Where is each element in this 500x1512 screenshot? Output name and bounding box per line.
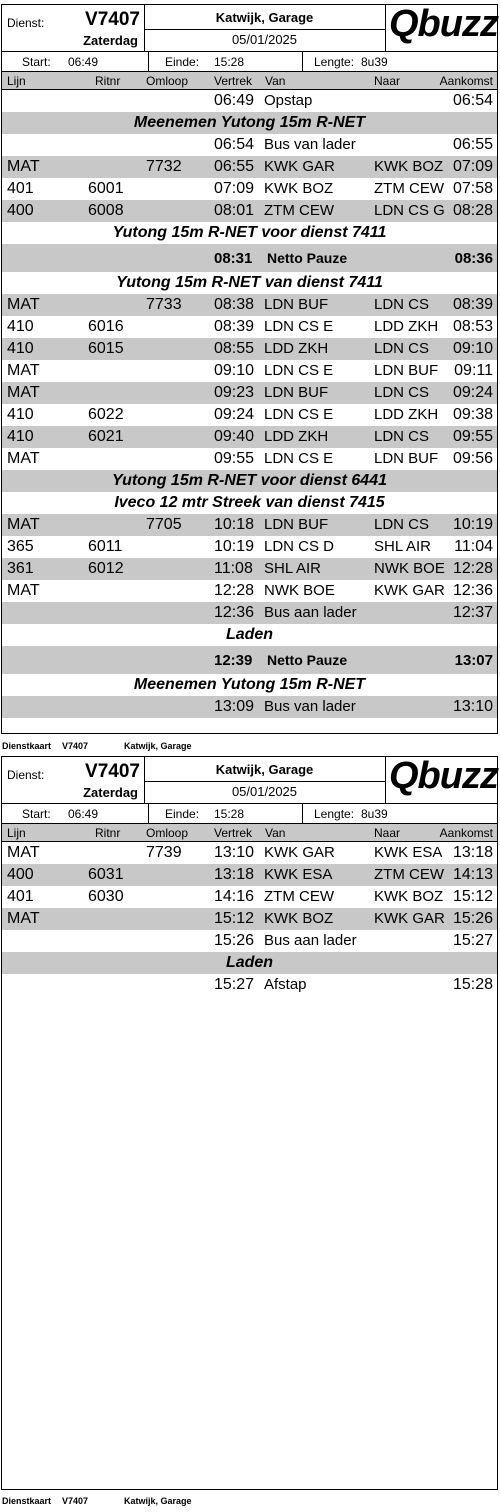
trip-row [2, 514, 497, 536]
start-value: 06:49 [68, 55, 99, 69]
start-value: 06:49 [68, 807, 99, 821]
start-cell [2, 52, 149, 71]
einde-cell [148, 804, 303, 823]
col-omloop: Omloop [146, 826, 189, 840]
start-label: Start: [22, 55, 51, 69]
card-header [2, 757, 497, 804]
schedule-rows [2, 90, 497, 718]
cell-ritnr: 6001 [88, 180, 124, 197]
col-van: Van [265, 826, 286, 840]
cell-naar: ZTM CEW [374, 180, 444, 197]
cell-van: LDD ZKH [264, 428, 329, 445]
col-vertrek: Vertrek [214, 826, 253, 840]
cell-ritnr: 6011 [88, 538, 123, 555]
cell-vertrek: 09:24 [214, 406, 255, 423]
pause-start: 08:31 [214, 250, 253, 267]
cell-aankomst: 11:04 [454, 538, 493, 555]
cell-van: LDD ZKH [264, 340, 329, 357]
cell-van: KWK BOZ [264, 180, 334, 197]
cell-vertrek: 09:55 [214, 450, 255, 467]
pause-row [2, 244, 497, 272]
cell-naar: NWK BOE [374, 560, 445, 577]
cell-van: LDN BUF [264, 296, 329, 313]
cell-ritnr: 6008 [88, 202, 124, 219]
pause-end: 08:36 [454, 250, 493, 267]
cell-van: LDN BUF [264, 516, 329, 533]
cell-omloop: 7739 [146, 844, 182, 861]
col-omloop: Omloop [146, 74, 189, 88]
card-header [2, 5, 497, 52]
trip-row [2, 156, 497, 178]
location: Katwijk, Garage [215, 10, 314, 25]
cell-ritnr: 6012 [88, 560, 124, 577]
start-cell [2, 804, 149, 823]
col-lijn: Lijn [7, 826, 26, 840]
einde-value: 15:28 [214, 55, 245, 69]
cell-omloop: 7705 [146, 516, 182, 533]
cell-aankomst: 08:39 [452, 296, 493, 313]
pause-row [2, 646, 497, 674]
cell-vertrek: 13:10 [214, 844, 255, 861]
cell-naar: KWK BOZ [374, 158, 444, 175]
cell-naar: KWK ESA [374, 844, 443, 861]
divider [144, 29, 385, 30]
trip-row [2, 90, 497, 112]
trip-row [2, 338, 497, 360]
trip-row [2, 580, 497, 602]
einde-label: Einde: [165, 55, 200, 69]
cell-lijn: 410 [7, 318, 34, 335]
cell-vertrek: 06:49 [214, 92, 255, 109]
cell-lijn: 400 [7, 866, 34, 883]
cell-lijn: MAT [7, 582, 40, 599]
cell-vertrek: 13:18 [214, 866, 255, 883]
footer-dienst: V7407 [62, 1496, 89, 1506]
dienst-box [2, 757, 145, 803]
divider [144, 781, 385, 782]
cell-van: SHL AIR [264, 560, 321, 577]
cell-lijn: MAT [7, 362, 40, 379]
cell-lijn: MAT [7, 450, 40, 467]
cell-vertrek: 15:27 [214, 976, 255, 993]
cell-ritnr: 6021 [88, 428, 124, 445]
cell-aankomst: 15:12 [452, 888, 493, 905]
cell-van: LDN CS E [264, 362, 334, 379]
cell-aankomst: 13:10 [452, 698, 493, 715]
section-heading: Yutong 15m R-NET voor dienst 6441 [2, 470, 497, 492]
dienst-box [2, 5, 145, 51]
cell-aankomst: 13:18 [452, 844, 493, 861]
location-box [144, 5, 386, 51]
trip-row [2, 360, 497, 382]
col-aankomst: Aankomst [439, 74, 493, 88]
cell-ritnr: 6031 [88, 866, 124, 883]
cell-aankomst: 15:28 [452, 976, 493, 993]
cell-vertrek: 15:26 [214, 932, 255, 949]
cell-ritnr: 6022 [88, 406, 124, 423]
col-aankomst: Aankomst [439, 826, 493, 840]
cell-vertrek: 08:55 [214, 340, 255, 357]
cell-van: LDN CS D [264, 538, 335, 555]
cell-naar: ZTM CEW [374, 866, 444, 883]
cell-lijn: MAT [7, 158, 40, 175]
cell-van: LDN CS E [264, 450, 334, 467]
section-heading: Iveco 12 mtr Streek van dienst 7415 [114, 494, 385, 511]
cell-naar: LDN CS [374, 296, 430, 313]
cell-omloop: 7732 [146, 158, 182, 175]
cell-vertrek: 08:38 [214, 296, 255, 313]
trip-row [2, 602, 497, 624]
lengte-value: 8u39 [361, 807, 388, 821]
cell-vertrek: 10:19 [214, 538, 255, 555]
cell-aankomst: 12:36 [452, 582, 493, 599]
cell-van: Bus aan lader [264, 604, 357, 621]
cell-aankomst: 10:19 [452, 516, 493, 533]
cell-aankomst: 09:56 [452, 450, 493, 467]
times-row [2, 52, 497, 72]
footer-location: Katwijk, Garage [124, 1496, 192, 1506]
day-label: Zaterdag [83, 33, 138, 48]
einde-cell [148, 52, 303, 71]
dienstkaart-page-1 [1, 4, 498, 734]
cell-lijn: 410 [7, 340, 34, 357]
section-heading: Meenemen Yutong 15m R-NET [133, 676, 366, 693]
trip-row [2, 448, 497, 470]
times-row [2, 804, 497, 824]
qbuzz-logo: Qbuzz [389, 755, 498, 797]
cell-aankomst: 15:26 [452, 910, 493, 927]
schedule-rows [2, 842, 497, 996]
trip-row [2, 974, 497, 996]
cell-aankomst: 08:53 [452, 318, 493, 335]
cell-van: Bus aan lader [264, 932, 357, 949]
cell-lijn: 400 [7, 202, 34, 219]
cell-naar: KWK GAR [374, 910, 445, 927]
dienst-number: V7407 [85, 9, 140, 30]
lengte-label: Lengte: [314, 55, 355, 69]
column-headers [2, 824, 497, 842]
trip-row [2, 316, 497, 338]
cell-omloop: 7733 [146, 296, 182, 313]
cell-naar: LDN CS [374, 428, 430, 445]
footer-label: Dienstkaart [2, 741, 52, 751]
trip-row [2, 930, 497, 952]
cell-van: Opstap [264, 92, 313, 109]
section-heading: Yutong 15m R-NET van dienst 7411 [116, 274, 383, 291]
cell-ritnr: 6030 [88, 888, 124, 905]
cell-naar: KWK BOZ [374, 888, 444, 905]
pause-start: 12:39 [214, 652, 253, 669]
trip-row [2, 426, 497, 448]
cell-van: KWK ESA [264, 866, 333, 883]
cell-naar: LDD ZKH [374, 406, 439, 423]
cell-naar: LDN CS [374, 384, 430, 401]
cell-van: KWK GAR [264, 844, 335, 861]
cell-vertrek: 09:10 [214, 362, 255, 379]
logo-box [385, 5, 497, 51]
einde-value: 15:28 [214, 807, 245, 821]
cell-naar: KWK GAR [374, 582, 445, 599]
location-box [144, 757, 386, 803]
col-naar: Naar [374, 826, 401, 840]
pause-label: Netto Pauze [267, 652, 348, 668]
dienst-label: Dienst: [7, 768, 45, 782]
trip-row [2, 908, 497, 930]
cell-lijn: 410 [7, 406, 34, 423]
date: 05/01/2025 [231, 784, 298, 799]
cell-aankomst: 15:27 [452, 932, 493, 949]
section-heading: Laden [225, 626, 274, 643]
dienstkaart-page-2 [1, 756, 498, 1490]
cell-vertrek: 13:09 [214, 698, 255, 715]
cell-vertrek: 09:40 [214, 428, 255, 445]
cell-vertrek: 10:18 [214, 516, 255, 533]
trip-row [2, 134, 497, 156]
cell-van: Bus van lader [264, 698, 356, 715]
cell-aankomst: 09:55 [452, 428, 493, 445]
cell-naar: LDN BUF [374, 362, 439, 379]
cell-aankomst: 14:13 [452, 866, 493, 883]
cell-van: ZTM CEW [264, 202, 334, 219]
cell-aankomst: 12:37 [452, 604, 493, 621]
cell-vertrek: 12:36 [214, 604, 255, 621]
col-lijn: Lijn [7, 74, 26, 88]
column-headers [2, 72, 497, 90]
einde-label: Einde: [165, 807, 200, 821]
dienst-label: Dienst: [7, 16, 45, 30]
trip-row [2, 404, 497, 426]
section-heading: Yutong 15m R-NET voor dienst 7411 [112, 224, 387, 241]
cell-naar: SHL AIR [374, 538, 431, 555]
cell-van: ZTM CEW [264, 888, 334, 905]
footer-label: Dienstkaart [2, 1496, 52, 1506]
pause-label: Netto Pauze [267, 250, 348, 266]
cell-vertrek: 06:55 [214, 158, 255, 175]
trip-row [2, 536, 497, 558]
cell-lijn: 365 [7, 538, 34, 555]
pause-end: 13:07 [454, 652, 493, 669]
trip-row [2, 558, 497, 580]
cell-aankomst: 06:54 [452, 92, 493, 109]
cell-vertrek: 07:09 [214, 180, 255, 197]
trip-row [2, 842, 497, 864]
section-heading: Meenemen Yutong 15m R-NET [2, 112, 497, 134]
cell-lijn: 410 [7, 428, 34, 445]
dienst-number: V7407 [85, 761, 140, 782]
cell-lijn: MAT [7, 910, 40, 927]
cell-ritnr: 6016 [88, 318, 124, 335]
cell-lijn: MAT [7, 516, 40, 533]
cell-lijn: MAT [7, 384, 40, 401]
col-ritnr: Ritnr [95, 74, 121, 88]
cell-naar: LDD ZKH [374, 318, 439, 335]
cell-aankomst: 09:11 [454, 362, 493, 379]
start-label: Start: [22, 807, 51, 821]
cell-aankomst: 09:24 [452, 384, 493, 401]
date: 05/01/2025 [231, 32, 298, 47]
cell-van: Afstap [264, 976, 307, 993]
cell-naar: LDN CS [374, 340, 430, 357]
col-vertrek: Vertrek [214, 74, 253, 88]
section-heading: Laden [2, 952, 497, 974]
cell-van: Bus van lader [264, 136, 356, 153]
trip-row [2, 864, 497, 886]
cell-van: LDN BUF [264, 384, 329, 401]
trip-row [2, 382, 497, 404]
cell-aankomst: 12:28 [452, 560, 493, 577]
cell-van: NWK BOE [264, 582, 335, 599]
cell-vertrek: 15:12 [214, 910, 255, 927]
footer-location: Katwijk, Garage [124, 741, 192, 751]
cell-aankomst: 07:09 [452, 158, 493, 175]
cell-lijn: 401 [7, 180, 34, 197]
lengte-cell [302, 52, 497, 71]
cell-naar: LDN BUF [374, 450, 439, 467]
cell-lijn: MAT [7, 844, 40, 861]
cell-vertrek: 06:54 [214, 136, 255, 153]
day-label: Zaterdag [83, 785, 138, 800]
cell-vertrek: 11:08 [214, 560, 253, 577]
cell-aankomst: 07:58 [452, 180, 493, 197]
col-naar: Naar [374, 74, 401, 88]
col-van: Van [265, 74, 286, 88]
trip-row [2, 696, 497, 718]
cell-aankomst: 06:55 [452, 136, 493, 153]
cell-van: KWK BOZ [264, 910, 334, 927]
cell-aankomst: 09:10 [452, 340, 493, 357]
cell-lijn: 361 [7, 560, 34, 577]
cell-aankomst: 08:28 [452, 202, 493, 219]
cell-lijn: MAT [7, 296, 40, 313]
footer-dienst: V7407 [62, 741, 89, 751]
cell-van: LDN CS E [264, 318, 334, 335]
trip-row [2, 294, 497, 316]
logo-box [385, 757, 497, 803]
lengte-label: Lengte: [314, 807, 355, 821]
cell-ritnr: 6015 [88, 340, 124, 357]
cell-vertrek: 08:39 [214, 318, 255, 335]
cell-lijn: 401 [7, 888, 34, 905]
cell-naar: LDN CS [374, 516, 430, 533]
cell-naar: LDN CS G [374, 202, 445, 219]
qbuzz-logo: Qbuzz [389, 3, 498, 45]
cell-van: LDN CS E [264, 406, 334, 423]
cell-vertrek: 09:23 [214, 384, 255, 401]
trip-row [2, 200, 497, 222]
cell-vertrek: 12:28 [214, 582, 255, 599]
trip-row [2, 178, 497, 200]
lengte-value: 8u39 [361, 55, 388, 69]
cell-vertrek: 08:01 [214, 202, 255, 219]
lengte-cell [302, 804, 497, 823]
cell-vertrek: 14:16 [214, 888, 255, 905]
col-ritnr: Ritnr [95, 826, 121, 840]
trip-row [2, 886, 497, 908]
cell-aankomst: 09:38 [452, 406, 493, 423]
cell-van: KWK GAR [264, 158, 335, 175]
location: Katwijk, Garage [215, 762, 314, 777]
